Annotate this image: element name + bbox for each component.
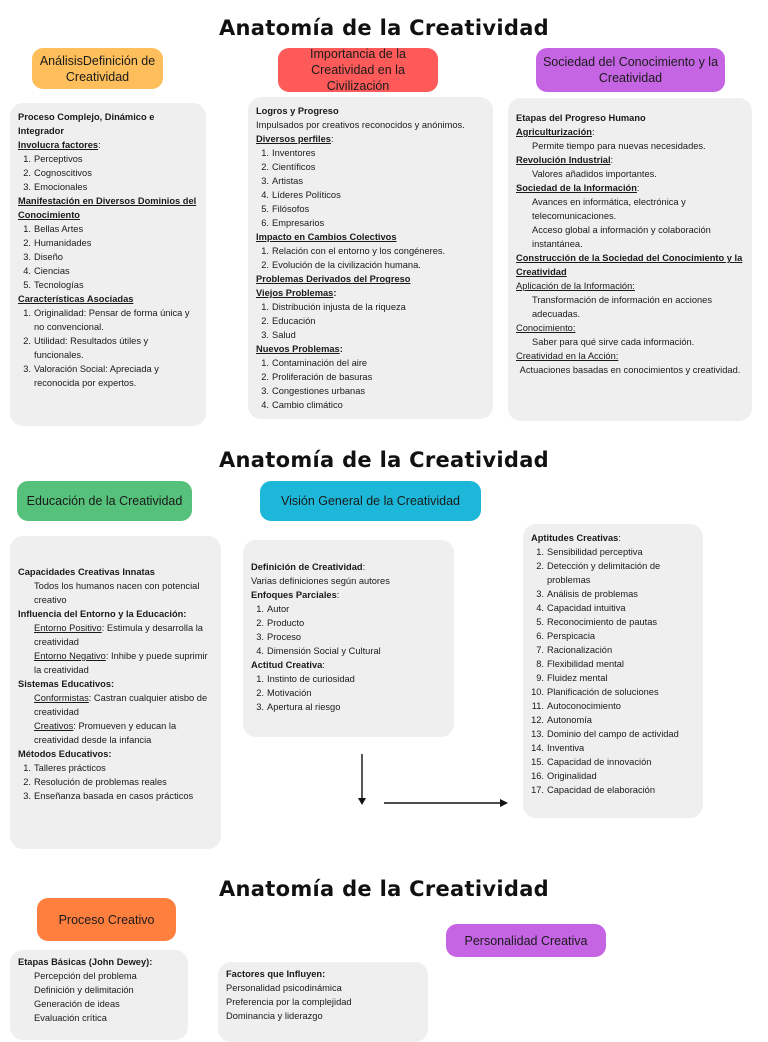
list-item: 8. Flexibilidad mental <box>536 659 624 669</box>
card-sociedad: Etapas del Progreso Humano Agriculturización: Permite tiempo para nuevas necesidades. Revolución Industrial: Valores añadidos importantes. Sociedad de la Información: Avances en informática, electrónica y telecomunicaciones. Acceso global a información y colaboración instantánea. Construcción de la Sociedad del Conocimiento y la Creatividad Aplicación de la Información: Transformación de información en acciones adecuadas. Conocimiento: Saber para qué sirve cada información. Creatividad en la Acción: Actuaciones basadas en conocimientos y creatividad. <box>508 98 752 421</box>
arrow-down <box>352 752 372 808</box>
card-proceso: Etapas Básicas (John Dewey): Percepción del problema Definición y delimitación Generación de ideas Evaluación crítica <box>10 950 188 1040</box>
pill-importancia: Importancia de la Creatividad en la Civilización <box>278 48 438 92</box>
list-item: 3. Artistas <box>261 176 303 186</box>
pill-analisis: AnálisisDefinición de Creatividad <box>32 48 163 89</box>
list-item: 2. Motivación <box>256 688 312 698</box>
list-item: 4. Cambio climático <box>261 400 343 410</box>
list-item: Evaluación crítica <box>34 1013 107 1023</box>
text-creativos: Creativos: Promueven y educan la creatividad desde la infancia <box>34 721 177 745</box>
text-positivo: Entorno Positivo: Estimula y desarrolla la creatividad <box>34 623 203 647</box>
list-item: 1. Bellas Artes <box>23 224 84 234</box>
text-logros: Impulsados por creativos reconocidos y anónimos. <box>256 120 465 130</box>
list-item: 6. Perspicacia <box>536 631 596 641</box>
pill-proceso: Proceso Creativo <box>37 898 176 941</box>
list-item: Generación de ideas <box>34 999 120 1009</box>
list-item: 7. Racionalización <box>536 645 613 655</box>
list-manifestacion <box>18 222 198 292</box>
label-etapas: Etapas del Progreso Humano <box>516 113 646 123</box>
list-diversos <box>256 146 485 230</box>
label-involucra: Involucra factores <box>18 140 99 150</box>
list-item: 1. Instinto de curiosidad <box>256 674 355 684</box>
list-item: 3. Valoración Social: Apreciada y reconocida por expertos. <box>23 364 159 388</box>
text-agri: Permite tiempo para nuevas necesidades. <box>532 141 706 151</box>
list-item: 4. Capacidad intuitiva <box>536 603 626 613</box>
list-item: 5. Tecnologías <box>23 280 84 290</box>
pill-educacion: Educación de la Creatividad <box>17 481 192 521</box>
list-item: Dominancia y liderazgo <box>226 1011 323 1021</box>
list-item: 3. Salud <box>261 330 296 340</box>
list-item: 2. Proliferación de basuras <box>261 372 373 382</box>
text-soc-2: Acceso global a información y colaboración instantánea. <box>532 225 711 249</box>
list-item: 2. Producto <box>256 618 305 628</box>
card-vision: Definición de Creatividad: Varias definiciones según autores Enfoques Parciales: 1. Autor 2. Producto 3. Proceso 4. Dimensión Social y Cultural Actitud Creativa: 1. Instinto de curiosidad 2. Motivación 3. Apertura al riesgo <box>243 540 454 737</box>
list-item: 1. Inventores <box>261 148 316 158</box>
text-definicion: Varias definiciones según autores <box>251 576 390 586</box>
list-item: 1. Distribución injusta de la riqueza <box>261 302 406 312</box>
label-factores: Factores que Influyen <box>226 969 323 979</box>
label-metodos: Métodos Educativos: <box>18 749 112 759</box>
label-aptitudes: Aptitudes Creativas <box>531 533 619 543</box>
list-item: Personalidad psicodinámica <box>226 983 342 993</box>
list-item: 17. Capacidad de elaboración <box>531 785 656 795</box>
list-item: 2. Resolución de problemas reales <box>23 777 167 787</box>
label-agri: Agriculturización <box>516 127 592 137</box>
list-item: 5. Reconocimiento de pautas <box>536 617 658 627</box>
label-viejos: Viejos Problemas <box>256 288 334 298</box>
list-item: Preferencia por la complejidad <box>226 997 352 1007</box>
list-item: Definición y delimitación <box>34 985 134 995</box>
list-metodos <box>18 761 213 803</box>
list-item: 3. Emocionales <box>23 182 88 192</box>
label-rev: Revolución Industrial <box>516 155 611 165</box>
label-caracteristicas: Características Asociadas <box>18 294 134 304</box>
label-definicion: Definición de Creatividad <box>251 562 363 572</box>
list-caracteristicas <box>18 306 198 390</box>
pill-sociedad: Sociedad del Conocimiento y la Creatividad <box>536 48 725 92</box>
list-item: 1. Talleres prácticos <box>23 763 106 773</box>
label-enfoques: Enfoques Parciales <box>251 590 337 600</box>
list-item: 12. Autonomía <box>531 715 592 725</box>
list-item: 14. Inventiva <box>531 743 585 753</box>
heading: Proceso Complejo, Dinámico e Integrador <box>18 112 155 136</box>
list-item: 3. Congestiones urbanas <box>261 386 366 396</box>
text-conformistas: Conformistas: Castran cualquier atisbo de creatividad <box>34 693 208 717</box>
text-negativo: Entorno Negativo: Inhibe y puede suprimir la creatividad <box>34 651 208 675</box>
list-item: 1. Contaminación del aire <box>261 358 368 368</box>
page-title: Anatomía de la Creatividad <box>218 16 549 40</box>
arrow-right <box>382 796 512 810</box>
card-importancia: Logros y Progreso Impulsados por creativos reconocidos y anónimos. Diversos perfiles: 1. Inventores 2. Científicos 3. Artistas 4. Líderes Políticos 5. Filósofos 6. Empresarios Impacto en Cambios Colectivos 1. Relación con el entorno y los congéneres. 2. Evolución de la civilización humana. Problemas Derivados del Progreso Viejos Problemas: 1. Distribución injusta de la riqueza 2. Educación 3. Salud Nuevos Problemas: 1. Contaminación del aire 2. Proliferación de basuras 3. Congestiones urbanas 4. Cambio climático <box>248 97 493 419</box>
list-item: 2. Utilidad: Resultados útiles y funcionales. <box>23 336 149 360</box>
list-item: 5. Filósofos <box>261 204 310 214</box>
label-actitud: Actitud Creativa <box>251 660 323 670</box>
list-item: 9. Fluidez mental <box>536 673 608 683</box>
list-item: 3. Diseño <box>23 252 63 262</box>
list-item: 1. Perceptivos <box>23 154 83 164</box>
list-impacto <box>256 244 485 272</box>
list-item: 3. Enseñanza basada en casos prácticos <box>23 791 194 801</box>
pill-personalidad: Personalidad Creativa <box>446 924 606 957</box>
label-creatividad-accion: Creatividad en la Acción: <box>516 351 619 361</box>
label-logros: Logros y Progreso <box>256 106 339 116</box>
label-capacidades: Capacidades Creativas Innatas <box>18 567 155 577</box>
list-item: 3. Proceso <box>256 632 302 642</box>
list-item: 3. Apertura al riesgo <box>256 702 341 712</box>
list-item: 2. Evolución de la civilización humana. <box>261 260 421 270</box>
label-conocimiento: Conocimiento: <box>516 323 576 333</box>
label-sistemas: Sistemas Educativos: <box>18 679 115 689</box>
list-nuevos <box>256 356 485 412</box>
list-item: 1. Originalidad: Pensar de forma única y no convencional. <box>23 308 190 332</box>
text-conocimiento: Saber para qué sirve cada información. <box>532 337 695 347</box>
list-aptitudes <box>531 545 695 797</box>
list-item: 4. Líderes Políticos <box>261 190 341 200</box>
list-item: 3. Análisis de problemas <box>536 589 638 599</box>
card-educacion <box>10 536 221 849</box>
list-item: 2. Detección y delimitación de problemas <box>536 561 661 585</box>
section-title: Anatomía de la Creatividad <box>218 448 549 472</box>
list-item: 10. Planificación de soluciones <box>531 687 659 697</box>
list-viejos <box>256 300 485 342</box>
label-manifestacion: Manifestación en Diversos Dominios del Conocimiento <box>18 196 197 220</box>
list-item: 11. Autoconocimiento <box>531 701 621 711</box>
text-aplicacion: Transformación de información en acciones adecuadas. <box>532 295 712 319</box>
label-influencia: Influencia del Entorno y la Educación: <box>18 609 187 619</box>
pill-vision: Visión General de la Creatividad <box>260 481 481 521</box>
list-item: 1. Relación con el entorno y los congéneres. <box>261 246 446 256</box>
list-item: 2. Educación <box>261 316 316 326</box>
list-actitud <box>251 672 446 714</box>
text-creatividad-accion: Actuaciones basadas en conocimientos y creatividad. <box>519 365 741 375</box>
label-construccion: Construcción de la Sociedad del Conocimiento y la Creatividad <box>516 253 743 277</box>
section-title: Anatomía de la Creatividad <box>218 877 549 901</box>
list-item: 2. Cognoscitivos <box>23 168 92 178</box>
label-soc: Sociedad de la Información <box>516 183 637 193</box>
list-item: 2. Humanidades <box>23 238 92 248</box>
label-problemas: Problemas Derivados del Progreso <box>256 274 411 284</box>
list-item: 4. Ciencias <box>23 266 70 276</box>
label-etapas-basicas: Etapas Básicas (John Dewey) <box>18 957 150 967</box>
list-item: 15. Capacidad de innovación <box>531 757 652 767</box>
text-soc-1: Avances en informática, electrónica y telecomunicaciones. <box>532 197 686 221</box>
card-definicion: Proceso Complejo, Dinámico e Integrador Involucra factores: 1. Perceptivos 2. Cognoscitivos 3. Emocionales Manifestación en Diversos Dominios del Conocimiento 1. Bellas Artes 2. Humanidades 3. Diseño 4. Ciencias 5. Tecnologías Características Asociadas 1. Originalidad: Pensar de forma única y no convencional. 2. Utilidad: Resultados útiles y funcionales. 3. Valoración Social: Apreciada y reconocida por expertos. <box>10 103 206 426</box>
list-item: Percepción del problema <box>34 971 137 981</box>
label-aplicacion: Aplicación de la Información: <box>516 281 635 291</box>
list-item: 1. Sensibilidad perceptiva <box>536 547 643 557</box>
list-enfoques <box>251 602 446 658</box>
list-item: 1. Autor <box>256 604 290 614</box>
list-item: 6. Empresarios <box>261 218 325 228</box>
label-nuevos: Nuevos Problemas <box>256 344 340 354</box>
list-item: 2. Científicos <box>261 162 316 172</box>
list-item: 4. Dimensión Social y Cultural <box>256 646 381 656</box>
label-diversos: Diversos perfiles <box>256 134 331 144</box>
card-aptitudes: Aptitudes Creativas: 1. Sensibilidad perceptiva 2. Detección y delimitación de problemas 3. Análisis de problemas 4. Capacidad intuitiva 5. Reconocimiento de pautas 6. Perspicacia 7. Racionalización 8. Flexibilidad mental 9. Fluidez mental 10. Planificación de soluciones 11. Autoconocimiento 12. Autonomía 13. Dominio del campo de actividad 14. Inventiva 15. Capacidad de innovación 16. Originalidad 17. Capacidad de elaboración <box>523 524 703 818</box>
list-item: 13. Dominio del campo de actividad <box>531 729 679 739</box>
label-impacto: Impacto en Cambios Colectivos <box>256 232 397 242</box>
card-personalidad: Factores que Influyen: Personalidad psicodinámica Preferencia por la complejidad Dominancia y liderazgo <box>218 962 428 1042</box>
list-item: 16. Originalidad <box>531 771 597 781</box>
text-rev: Valores añadidos importantes. <box>532 169 657 179</box>
list-involucra <box>18 152 198 194</box>
text-capacidades: Todos los humanos nacen con potencial creativo <box>34 581 200 605</box>
